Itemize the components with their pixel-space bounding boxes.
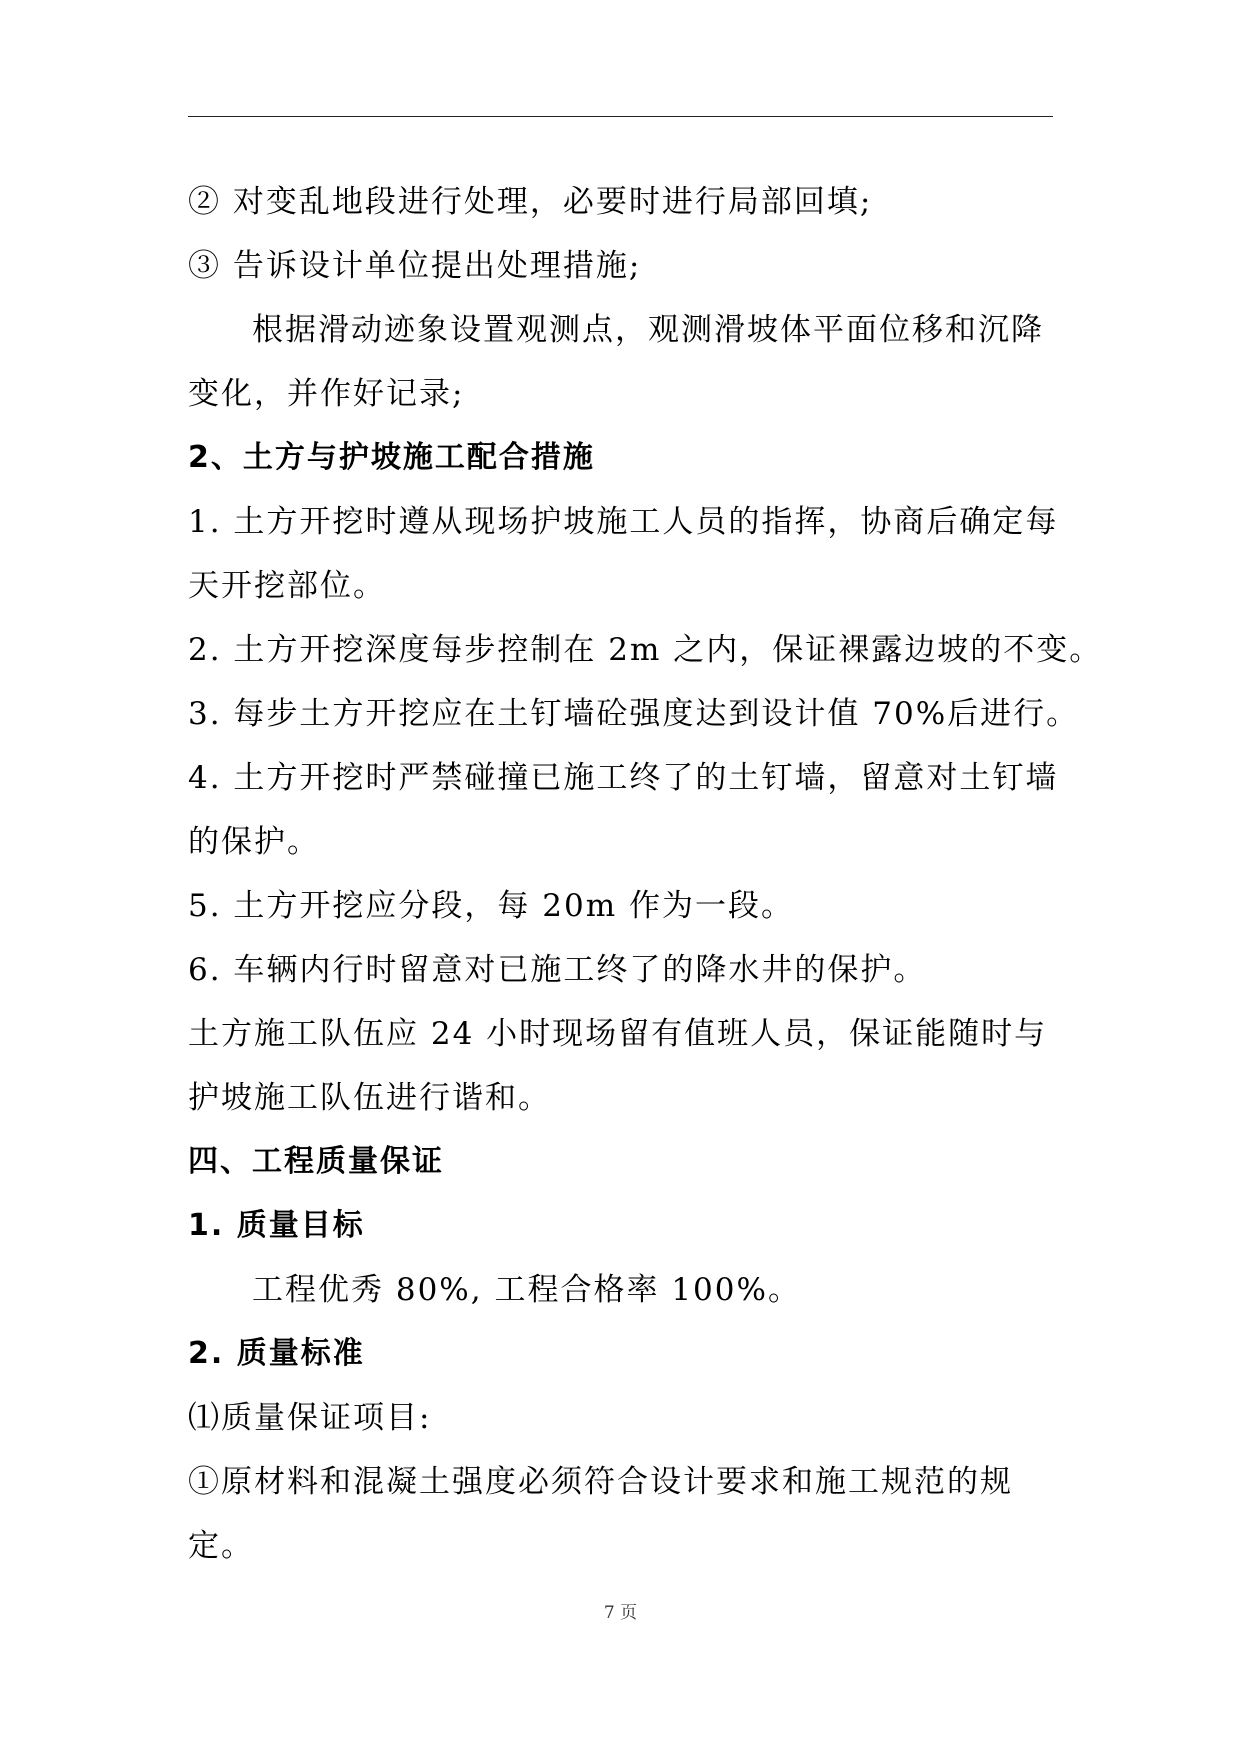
subheading-quality-standard: 2. 质量标准 <box>188 1336 365 1371</box>
body-line-2: ③ 告诉设计单位提出处理措施; <box>188 248 642 284</box>
list-item-3: 3. 每步土方开挖应在土钉墙砼强度达到设计值 70%后进行。 <box>188 696 1080 732</box>
body-line-target: 工程优秀 80%, 工程合格率 100%。 <box>252 1272 801 1308</box>
body-line-duty: 土方施工队伍应 24 小时现场留有值班人员，保证能随时与 <box>188 1016 1048 1052</box>
list-item-1: 1. 土方开挖时遵从现场护坡施工人员的指挥，协商后确定每 <box>188 504 1059 540</box>
body-line-duty-cont: 护坡施工队伍进行谐和。 <box>188 1080 551 1116</box>
list-item-2: 2. 土方开挖深度每步控制在 2m 之内，保证裸露边坡的不变。 <box>188 632 1103 668</box>
list-item-5: 5. 土方开挖应分段，每 20m 作为一段。 <box>188 888 794 924</box>
list-item-1-cont: 天开挖部位。 <box>188 568 386 604</box>
body-line-materials: ①原材料和混凝土强度必须符合设计要求和施工规范的规 <box>188 1464 1013 1500</box>
section-heading-cooperation: 2、土方与护坡施工配合措施 <box>188 440 595 475</box>
body-line-materials-cont: 定。 <box>188 1528 254 1564</box>
body-line-4: 变化，并作好记录; <box>188 376 465 412</box>
body-line-guarantee-items: ⑴质量保证项目: <box>188 1400 432 1436</box>
header-rule <box>188 116 1053 117</box>
document-body <box>188 170 1103 1578</box>
body-line-1: ② 对变乱地段进行处理，必要时进行局部回填; <box>188 184 873 220</box>
section-heading-quality: 四、工程质量保证 <box>188 1144 444 1179</box>
body-line-3: 根据滑动迹象设置观测点，观测滑坡体平面位移和沉降 <box>252 312 1044 348</box>
subheading-quality-target: 1. 质量目标 <box>188 1208 365 1243</box>
list-item-6: 6. 车辆内行时留意对已施工终了的降水井的保护。 <box>188 952 927 988</box>
page-number: 7 页 <box>603 1603 638 1623</box>
list-item-4-cont: 的保护。 <box>188 824 320 860</box>
list-item-4: 4. 土方开挖时严禁碰撞已施工终了的土钉墙，留意对土钉墙 <box>188 760 1059 796</box>
